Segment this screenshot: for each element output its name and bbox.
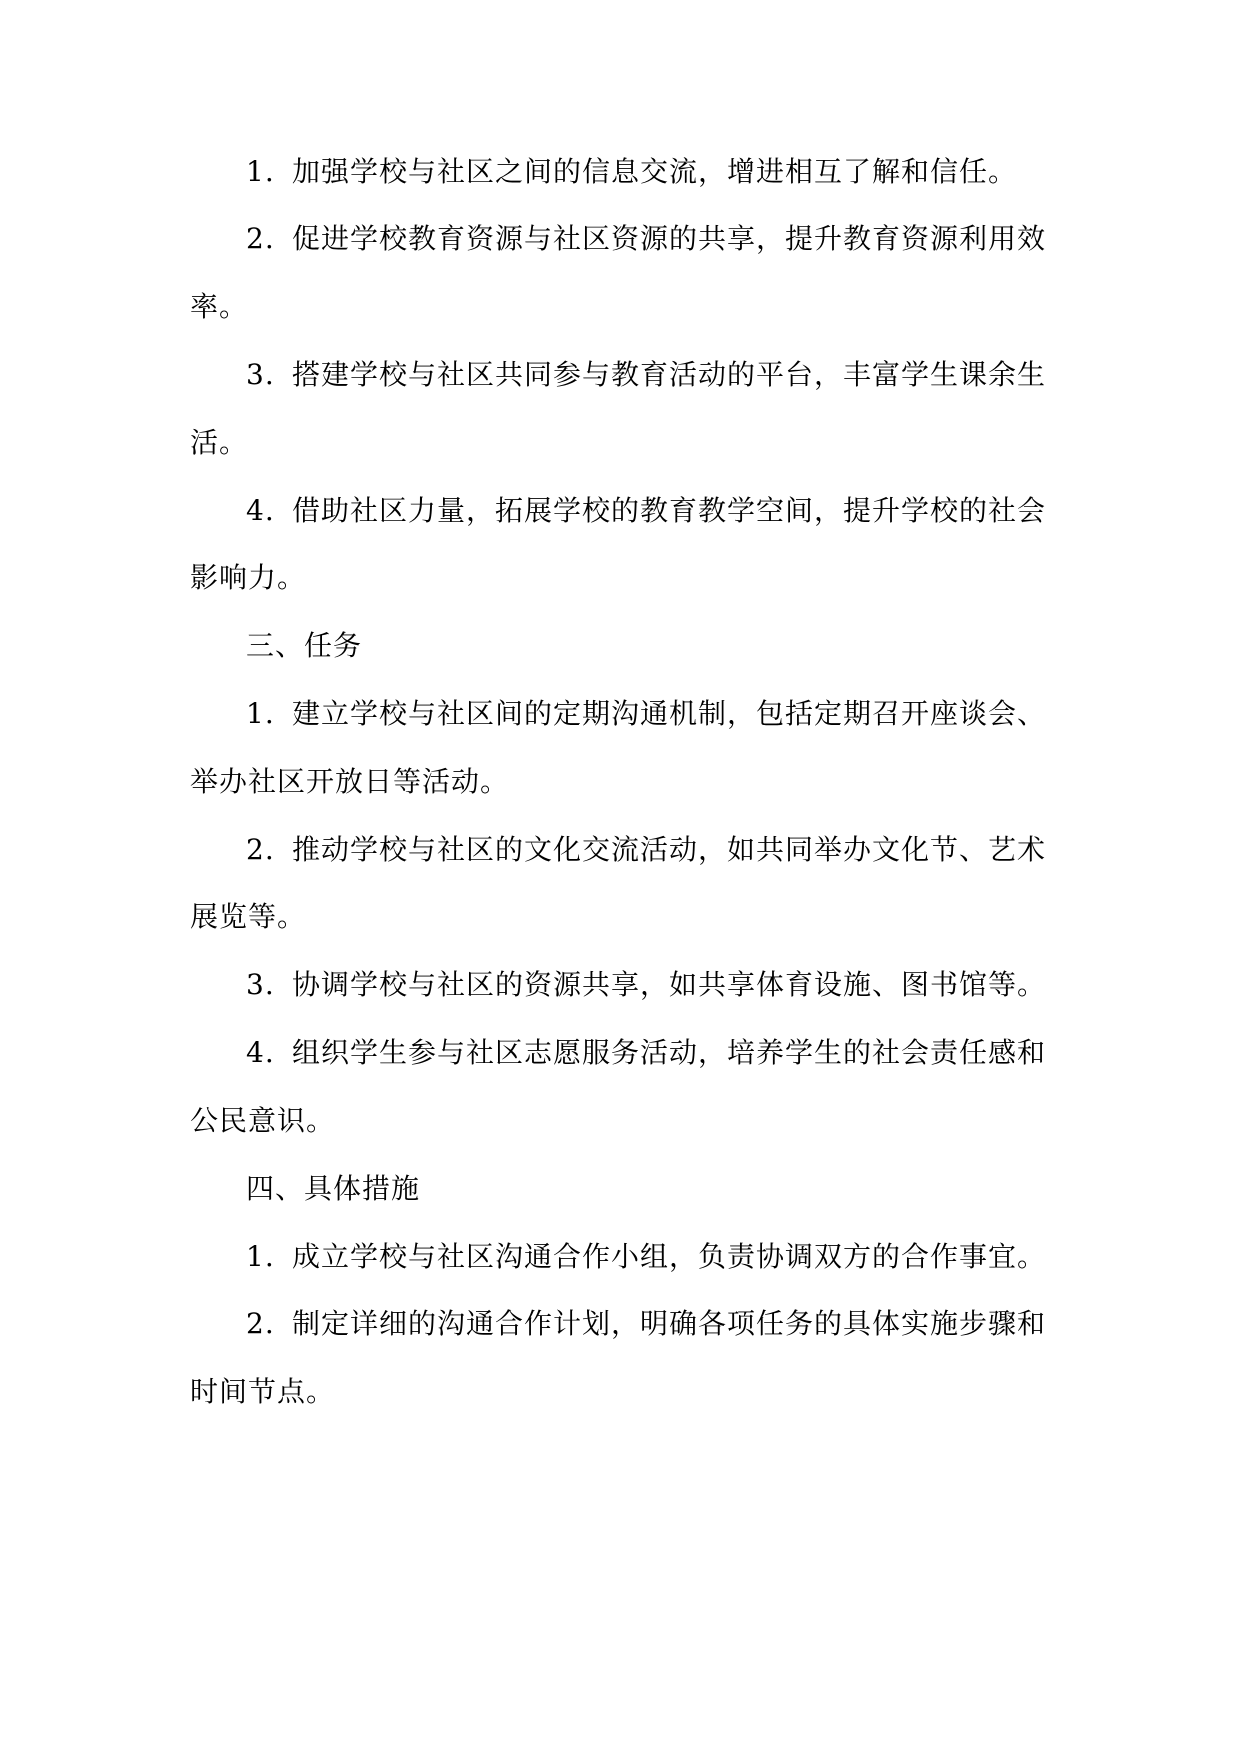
list-number: 2. xyxy=(246,1307,275,1340)
list-number: 2. xyxy=(246,222,275,255)
paragraph-text: 推动学校与社区的文化交流活动，如共同举办文化节、艺术 xyxy=(292,833,1047,866)
list-number: 2. xyxy=(246,833,275,866)
list-number: 1. xyxy=(246,1240,275,1273)
paragraph-text: 公民意识。 xyxy=(190,1104,336,1137)
paragraph-text: 建立学校与社区间的定期沟通机制，包括定期召开座谈会、 xyxy=(292,697,1047,730)
paragraph-line xyxy=(190,897,1070,937)
paragraph-line xyxy=(190,1372,1070,1412)
paragraph-text: 举办社区开放日等活动。 xyxy=(190,765,510,798)
paragraph-line xyxy=(190,762,1070,802)
section-heading-text: 三、任务 xyxy=(246,629,363,662)
paragraph-line xyxy=(246,1304,1070,1344)
paragraph-line xyxy=(190,423,1070,463)
paragraph-text: 借助社区力量，拓展学校的教育教学空间，提升学校的社会 xyxy=(292,494,1047,527)
paragraph-text: 加强学校与社区之间的信息交流，增进相互了解和信任。 xyxy=(292,155,1018,188)
paragraph-text: 组织学生参与社区志愿服务活动，培养学生的社会责任感和 xyxy=(292,1036,1047,1069)
paragraph-text: 活。 xyxy=(190,426,249,459)
section-heading xyxy=(246,1169,1070,1209)
paragraph-text: 促进学校教育资源与社区资源的共享，提升教育资源利用效 xyxy=(292,222,1047,255)
paragraph-line xyxy=(246,1237,1070,1277)
paragraph-line xyxy=(246,694,1070,734)
list-number: 4. xyxy=(246,1036,275,1069)
paragraph-text: 时间节点。 xyxy=(190,1375,336,1408)
paragraph-line xyxy=(190,558,1070,598)
paragraph-line xyxy=(246,830,1070,870)
paragraph-line xyxy=(246,491,1070,531)
paragraph-line xyxy=(190,1101,1070,1141)
paragraph-line xyxy=(190,287,1070,327)
section-heading-text: 四、具体措施 xyxy=(246,1172,421,1205)
paragraph-text: 成立学校与社区沟通合作小组，负责协调双方的合作事宜。 xyxy=(292,1240,1047,1273)
paragraph-text: 协调学校与社区的资源共享，如共享体育设施、图书馆等。 xyxy=(292,968,1047,1001)
paragraph-text: 影响力。 xyxy=(190,561,307,594)
paragraph-line xyxy=(246,355,1070,395)
paragraph-text: 搭建学校与社区共同参与教育活动的平台，丰富学生课余生 xyxy=(292,358,1047,391)
list-number: 3. xyxy=(246,358,275,391)
list-number: 4. xyxy=(246,494,275,527)
list-number: 1. xyxy=(246,697,275,730)
section-heading xyxy=(246,626,1070,666)
paragraph-line xyxy=(246,1033,1070,1073)
paragraph-text: 制定详细的沟通合作计划，明确各项任务的具体实施步骤和 xyxy=(292,1307,1047,1340)
paragraph-text: 率。 xyxy=(190,290,249,323)
paragraph-line xyxy=(246,219,1070,259)
list-number: 3. xyxy=(246,968,275,1001)
paragraph-text: 展览等。 xyxy=(190,900,307,933)
paragraph-line xyxy=(246,152,1070,192)
paragraph-line xyxy=(246,965,1070,1005)
list-number: 1. xyxy=(246,155,275,188)
